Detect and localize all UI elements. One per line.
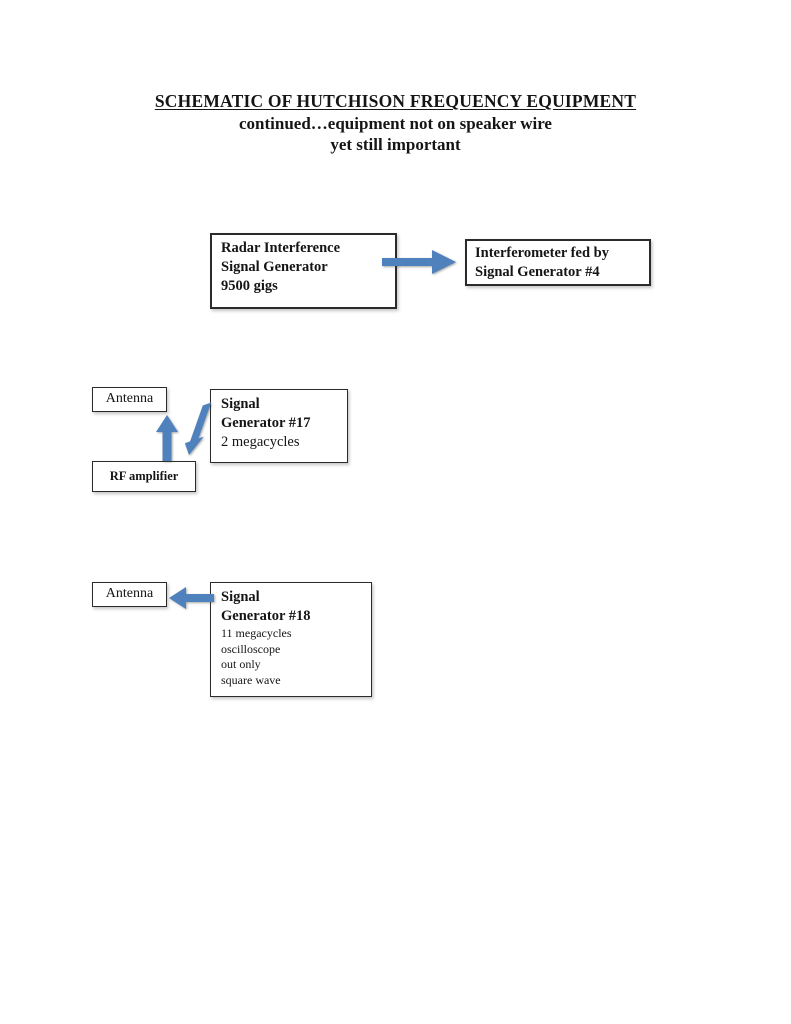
box-signal-generator-18 xyxy=(210,582,372,697)
arrow-left-siggen18-to-antenna xyxy=(169,587,214,609)
box-signal-generator-17 xyxy=(210,389,348,463)
siggen18-line-6: square wave xyxy=(221,672,281,687)
title-line-2: continued…equipment not on speaker wire xyxy=(239,113,552,133)
box-rf-amplifier xyxy=(92,461,196,492)
box-interferometer xyxy=(465,239,651,286)
interferometer-box-line-1: Interferometer fed by xyxy=(475,245,609,261)
siggen18-line-1: Signal xyxy=(221,589,260,605)
siggen17-line-2: Generator #17 xyxy=(221,415,311,431)
radar-box-line-1: Radar Interference xyxy=(221,240,341,256)
arrow-diagonal-siggen17-to-rf-amplifier xyxy=(185,403,211,456)
siggen18-line-3: 11 megacycles xyxy=(221,626,292,640)
title-line-1: SCHEMATIC OF HUTCHISON FREQUENCY EQUIPMENT xyxy=(154,91,637,111)
page-title xyxy=(0,91,791,156)
title-line-3: yet still important xyxy=(330,135,461,154)
box-antenna-top xyxy=(92,387,167,412)
box-radar-interference-signal-generator xyxy=(210,233,397,309)
siggen17-line-1: Signal xyxy=(221,396,260,412)
siggen18-line-5: out only xyxy=(221,657,261,671)
antenna-top-label: Antenna xyxy=(105,391,154,406)
interferometer-box-line-2: Signal Generator #4 xyxy=(475,264,600,280)
rf-amplifier-label: RF amplifier xyxy=(109,469,179,483)
arrow-up-rf-amplifier-to-antenna xyxy=(156,415,178,461)
siggen18-line-4: oscilloscope xyxy=(221,641,281,656)
radar-box-line-3: 9500 gigs xyxy=(221,278,278,294)
siggen17-line-3: 2 megacycles xyxy=(221,434,300,450)
box-antenna-bottom xyxy=(92,582,167,607)
siggen18-line-2: Generator #18 xyxy=(221,608,311,624)
antenna-bottom-label: Antenna xyxy=(105,586,154,601)
radar-box-line-2: Signal Generator xyxy=(221,259,328,275)
